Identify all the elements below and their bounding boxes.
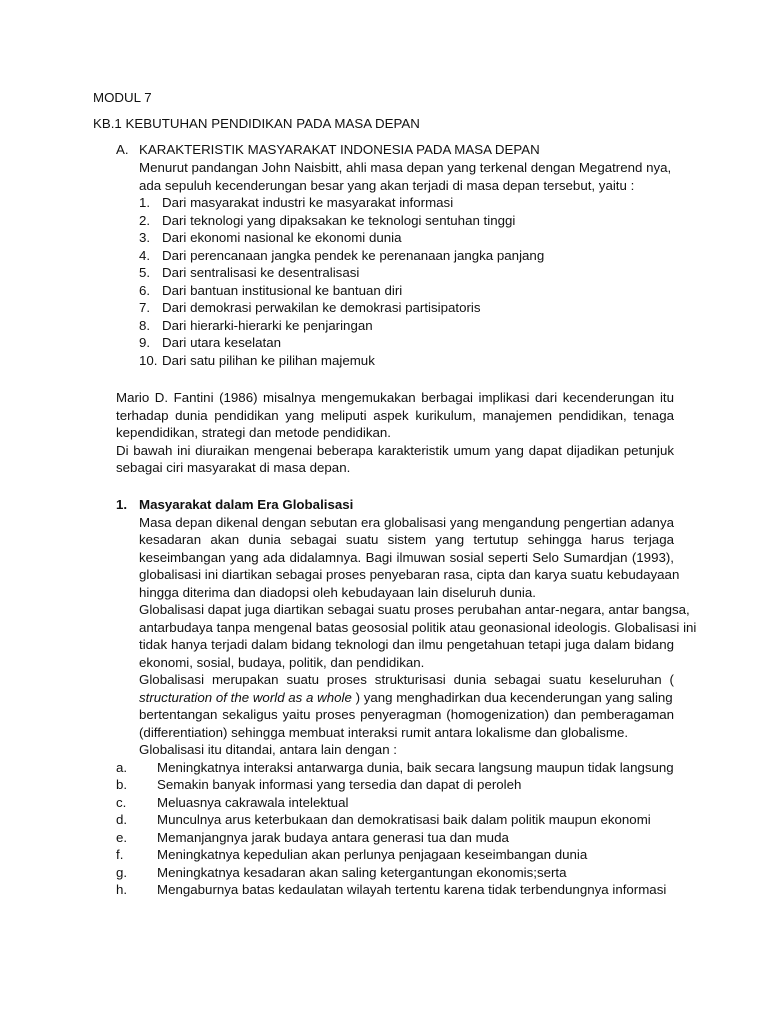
body-line: globalisasi ini diartikan sebagai proses penyebaran rasa, cipta dan karya suatu kebudayaan	[139, 567, 680, 582]
list-letter: d.	[116, 812, 128, 827]
list-item: Meningkatnya interaksi antarwarga dunia, baik secara langsung maupun tidak langsung	[157, 760, 674, 775]
section-a-intro: Menurut pandangan John Naisbitt, ahli masa depan yang terkenal dengan Megatrend nya,	[139, 160, 672, 175]
body-line-rest: ) yang menghadirkan dua kecenderungan yang saling	[351, 690, 673, 705]
list-item: Dari sentralisasi ke desentralisasi	[162, 265, 360, 280]
fantini-paragraph-line: Mario D. Fantini (1986) misalnya mengemukakan berbagai implikasi dari kecenderungan itu	[116, 390, 674, 405]
list-number: 10.	[139, 353, 158, 368]
body-line: antarbudaya tanpa mengenal batas geososial politik atau geonasional ideologis. Globalisasi ini	[139, 620, 697, 635]
list-number: 2.	[139, 213, 151, 228]
section-a-intro: ada sepuluh kecenderungan besar yang akan terjadi di masa depan tersebut, yaitu :	[139, 178, 635, 193]
body-line: keseimbangan yang ada didalamnya. Bagi ilmuwan sosial seperti Selo Sumardjan (1993),	[139, 550, 674, 565]
body-line: Globalisasi itu ditandai, antara lain dengan :	[139, 742, 397, 757]
section-a-title: KARAKTERISTIK MASYARAKAT INDONESIA PADA MASA DEPAN	[139, 142, 540, 157]
body-line: bertentangan sekaligus yaitu proses penyeragman (homogenization) dan pemberagaman	[139, 707, 674, 722]
list-item: Dari hierarki-hierarki ke penjaringan	[162, 318, 373, 333]
list-item: Memanjangnya jarak budaya antara generasi tua dan muda	[157, 830, 509, 845]
section-1-number: 1.	[116, 497, 128, 512]
body-line: hingga diterima dan diadopsi oleh kebudayaan lain diseluruh dunia.	[139, 585, 536, 600]
list-item: Dari bantuan institusional ke bantuan diri	[162, 283, 403, 298]
list-item: Meningkatnya kepedulian akan perlunya penjagaan keseimbangan dunia	[157, 847, 588, 862]
body-line: Globalisasi dapat juga diartikan sebagai suatu proses perubahan antar-negara, antar bangsa,	[139, 602, 690, 617]
list-number: 7.	[139, 300, 151, 315]
kb-title: KB.1 KEBUTUHAN PENDIDIKAN PADA MASA DEPAN	[93, 116, 420, 131]
list-number: 4.	[139, 248, 151, 263]
list-letter: f.	[116, 847, 124, 862]
body-line: Globalisasi merupakan suatu proses strukturisasi dunia sebagai suatu keseluruhan (	[139, 672, 674, 687]
list-item: Dari masyarakat industri ke masyarakat informasi	[162, 195, 454, 210]
list-item: Dari satu pilihan ke pilihan majemuk	[162, 353, 375, 368]
list-letter: h.	[116, 882, 128, 897]
body-line: ekonomi, sosial, budaya, politik, dan pendidikan.	[139, 655, 425, 670]
list-letter: g.	[116, 865, 128, 880]
list-number: 3.	[139, 230, 151, 245]
list-number: 5.	[139, 265, 151, 280]
list-letter: b.	[116, 777, 128, 792]
list-item: Dari utara keselatan	[162, 335, 281, 350]
fantini-paragraph-line: Di bawah ini diuraikan mengenai beberapa karakteristik umum yang dapat dijadikan petunjuk	[116, 443, 674, 458]
list-number: 1.	[139, 195, 151, 210]
list-item: Munculnya arus keterbukaan dan demokratisasi baik dalam politik maupun ekonomi	[157, 812, 651, 827]
list-item: Mengaburnya batas kedaulatan wilayah tertentu karena tidak terbendungnya informasi	[157, 882, 667, 897]
list-number: 6.	[139, 283, 151, 298]
list-number: 8.	[139, 318, 151, 333]
fantini-paragraph-line: kependidikan, strategi dan metode pendidikan.	[116, 425, 391, 440]
list-letter: c.	[116, 795, 127, 810]
section-1-heading: Masyarakat dalam Era Globalisasi	[139, 497, 354, 512]
list-number: 9.	[139, 335, 151, 350]
list-item: Dari demokrasi perwakilan ke demokrasi partisipatoris	[162, 300, 481, 315]
list-item: Meningkatnya kesadaran akan saling ketergantungan ekonomis;serta	[157, 865, 567, 880]
body-line: Masa depan dikenal dengan sebutan era globalisasi yang mengandung pengertian adanya	[139, 515, 674, 530]
module-title: MODUL 7	[93, 90, 152, 105]
list-item: Dari ekonomi nasional ke ekonomi dunia	[162, 230, 402, 245]
list-letter: a.	[116, 760, 128, 775]
fantini-paragraph-line: terhadap dunia pendidikan yang meliputi aspek kurikulum, manajemen pendidikan, tenaga	[116, 408, 674, 423]
list-item: Meluasnya cakrawala intelektual	[157, 795, 349, 810]
list-item: Semakin banyak informasi yang tersedia dan dapat di peroleh	[157, 777, 522, 792]
section-a-marker: A.	[116, 142, 129, 157]
body-line: kesadaran akan dunia sebagai suatu sistem yang tertutup sehingga harus terjaga	[139, 532, 674, 547]
body-line: (differentiation) sehingga membuat interaksi rumit antara lokalisme dan globalisme.	[139, 725, 629, 740]
body-line: tidak hanya terjadi dalam bidang teknologi dan ilmu pengetahuan tetapi juga dalam bidang	[139, 637, 674, 652]
italic-term: structuration of the world as a whole	[139, 690, 352, 705]
list-item: Dari perencanaan jangka pendek ke perenanaan jangka panjang	[162, 248, 545, 263]
list-item: Dari teknologi yang dipaksakan ke teknologi sentuhan tinggi	[162, 213, 516, 228]
fantini-paragraph-line: sebagai ciri masyarakat di masa depan.	[116, 460, 351, 475]
body-line-mixed	[139, 689, 674, 707]
list-letter: e.	[116, 830, 128, 845]
